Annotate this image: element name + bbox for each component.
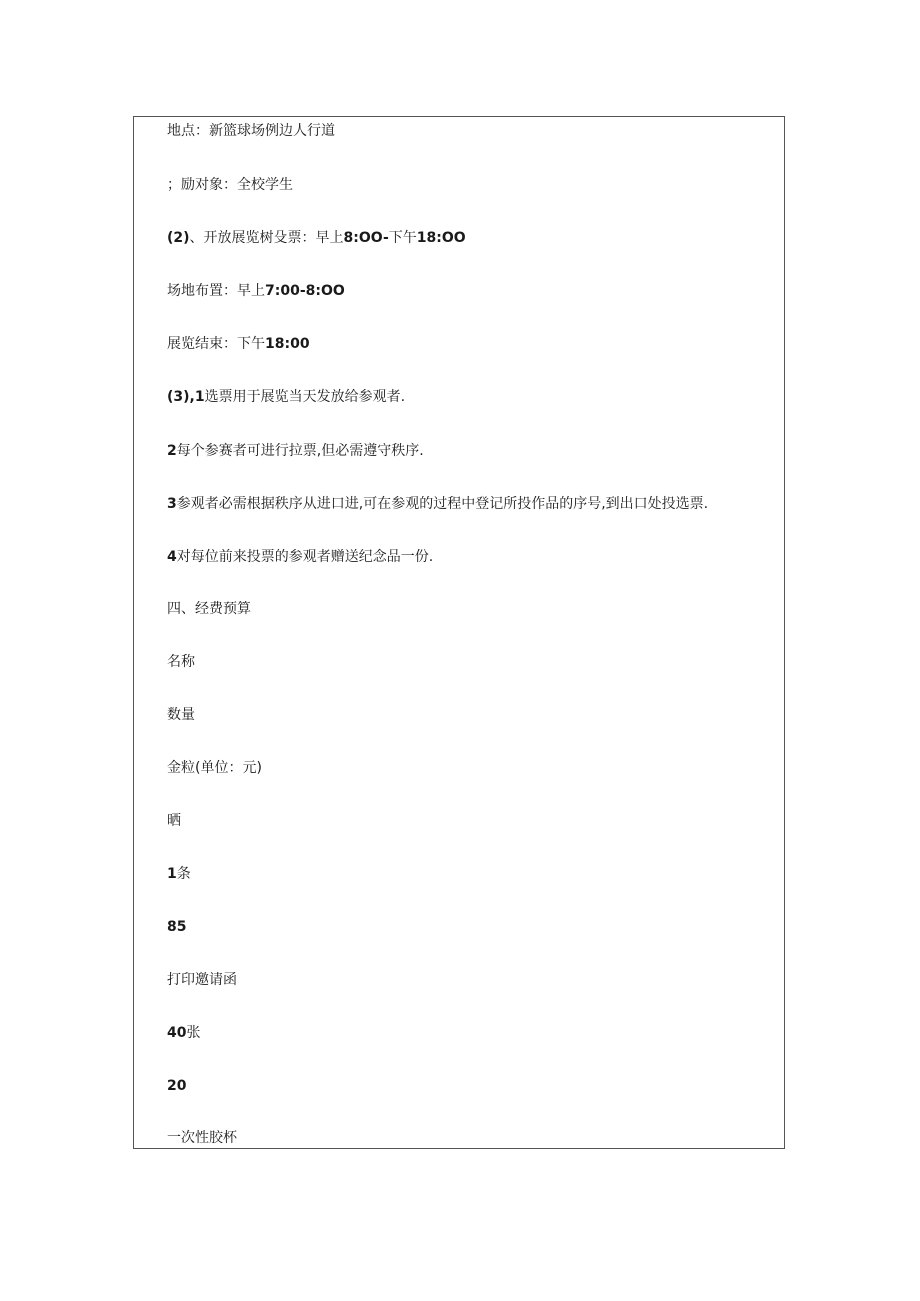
text-segment: ；励对象：全校学生: [167, 177, 293, 193]
text-segment: 4: [167, 549, 177, 565]
budget-header-quantity: [167, 705, 195, 725]
text-segment: 展览结束：下午: [167, 336, 265, 352]
text-line-rule-4: [167, 547, 433, 567]
budget-item-amount: [167, 917, 186, 937]
text-segment: 每个参赛者可进行拉票,但必需遵守秩序.: [176, 443, 424, 459]
text-segment: 3: [167, 496, 177, 512]
text-segment: 条: [176, 866, 191, 882]
budget-item-quantity: [167, 864, 191, 884]
text-segment: 四、经费预算: [167, 601, 251, 617]
text-segment: (2): [167, 230, 190, 246]
text-segment: 数量: [167, 707, 195, 723]
text-line-rule-1: [167, 387, 405, 407]
text-segment: 地点：新篮球场例边人行道: [167, 123, 335, 139]
text-line-voting-time: [167, 228, 466, 248]
text-line-rule-3: [167, 494, 708, 514]
text-segment: 场地布置：早上: [167, 283, 265, 299]
text-segment: 40: [167, 1025, 187, 1041]
text-segment: 对每位前来投票的参观者赠送纪念品一份.: [176, 549, 434, 565]
budget-header-amount: [167, 758, 262, 778]
budget-header-name: [167, 652, 195, 672]
text-segment: 7:00-8:OO: [265, 283, 345, 299]
text-segment: (3),1: [167, 389, 205, 405]
budget-item-name: [167, 811, 181, 831]
text-segment: 金粒(单位：元): [167, 760, 262, 776]
text-segment: 2: [167, 443, 177, 459]
budget-item-name: [167, 970, 237, 990]
text-line-rule-2: [167, 441, 424, 461]
text-line-setup-time: [167, 281, 345, 301]
text-line-location: [167, 121, 335, 141]
text-segment: 1: [167, 866, 177, 882]
budget-item-name: [167, 1128, 237, 1148]
section-heading-budget: [167, 599, 251, 619]
text-segment: 张: [186, 1025, 201, 1041]
text-segment: 20: [167, 1078, 187, 1094]
text-segment: 18:OO: [416, 230, 466, 246]
text-segment: 下午: [388, 230, 417, 246]
text-segment: 参观者必需根据秩序从进口进,可在参观的过程中登记所投作品的序号,到出口处投选票.: [176, 496, 709, 512]
text-segment: 名称: [167, 654, 195, 670]
text-segment: 8:OO-: [343, 230, 389, 246]
text-segment: 晒: [167, 813, 181, 829]
text-segment: 85: [167, 919, 187, 935]
text-line-end-time: [167, 334, 310, 354]
page-border: [133, 116, 785, 1149]
budget-item-quantity: [167, 1023, 200, 1043]
text-segment: 打印邀请函: [167, 972, 237, 988]
text-segment: 选票用于展览当天发放给参观者.: [204, 389, 406, 405]
budget-item-amount: [167, 1076, 186, 1096]
text-line-audience: [167, 175, 293, 195]
text-segment: 一次性胶杯: [167, 1130, 237, 1146]
text-segment: 、开放展览树殳票：早上: [189, 230, 344, 246]
text-segment: 18:00: [265, 336, 310, 352]
